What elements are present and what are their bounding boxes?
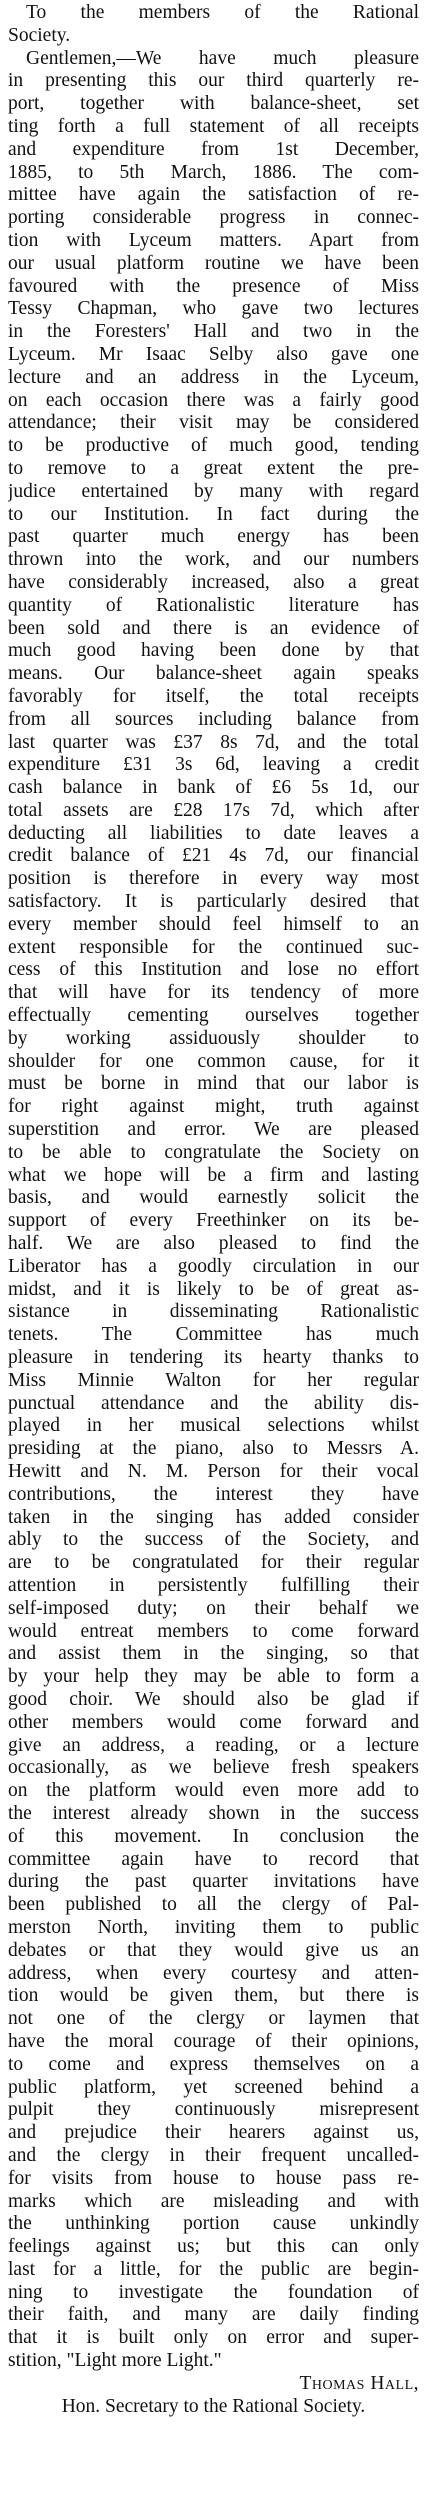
text-line: in presenting this our third quarterly re-	[8, 70, 419, 92]
text-line: committee again have to record that	[8, 1848, 419, 1870]
text-line: judice entertained by many with regard	[8, 480, 419, 502]
text-line: credit balance of £21 4s 7d, our financial	[8, 845, 419, 867]
text-line: that will have for its tendency of more	[8, 982, 419, 1004]
text-line: debates or that they would give us an	[8, 1939, 419, 1961]
text-line: every member should feel himself to an	[8, 913, 419, 935]
text-line: support of every Freethinker on its be-	[8, 1210, 419, 1232]
text-line: in the Foresters' Hall and two in the	[8, 321, 419, 343]
text-line: what we hope will be a firm and lasting	[8, 1164, 419, 1186]
text-line: address, when every courtesy and atten-	[8, 1962, 419, 1984]
text-line: have considerably increased, also a great	[8, 571, 419, 593]
text-line: occasionally, as we believe fresh speakers	[8, 1757, 419, 1779]
text-line: attendance; their visit may be considered	[8, 412, 419, 434]
text-line: on the platform would even more add to	[8, 1780, 419, 1802]
text-line: stition, "Light more Light."	[8, 2350, 222, 2372]
text-line: presiding at the piano, also to Messrs A.	[8, 1438, 419, 1460]
text-line: Tessy Chapman, who gave two lectures	[8, 298, 419, 320]
text-line: porting considerable progress in connec-	[8, 207, 419, 229]
text-line: effectually cementing ourselves together	[8, 1005, 419, 1027]
text-line: for right against might, truth against	[8, 1096, 419, 1118]
text-line: and expenditure from 1st December,	[8, 138, 419, 160]
text-line: to be able to congratulate the Society on	[8, 1141, 419, 1163]
text-line: been published to all the clergy of Pal-	[8, 1894, 419, 1916]
text-line: their faith, and many are daily finding	[8, 2304, 419, 2326]
text-line: public platform, yet screened behind a	[8, 2076, 419, 2098]
text-line: punctual attendance and the ability dis-	[8, 1392, 419, 1414]
text-line: past quarter much energy has been	[8, 526, 419, 548]
text-line: expenditure £31 3s 6d, leaving a credit	[8, 754, 419, 776]
text-line: cess of this Institution and lose no effort	[8, 959, 419, 981]
text-line: feelings against us; but this can only	[8, 2236, 419, 2258]
text-line: are to be congratulated for their regular	[8, 1552, 419, 1574]
text-line: Liberator has a goodly circulation in our	[8, 1255, 419, 1277]
text-line: ably to the success of the Society, and	[8, 1529, 419, 1551]
text-line: tion with Lyceum matters. Apart from	[8, 229, 419, 251]
text-line: quantity of Rationalistic literature has	[8, 594, 419, 616]
text-line: port, together with balance-sheet, set	[8, 93, 419, 115]
text-line: ting forth a full statement of all receipts	[8, 115, 419, 137]
text-line: for visits from house to house pass re-	[8, 2167, 419, 2189]
signature-name: Thomas Hall,	[299, 2372, 419, 2394]
text-line: would entreat members to come forward	[8, 1620, 419, 1642]
text-line: on each occasion there was a fairly good	[8, 389, 419, 411]
text-line: and the clergy in their frequent uncalled-	[8, 2144, 419, 2166]
text-line: by your help they may be able to form a	[8, 1666, 419, 1688]
text-line: mittee have again the satisfaction of re-	[8, 184, 419, 206]
text-line: to remove to a great extent the pre-	[8, 457, 419, 479]
text-line: means. Our balance-sheet again speaks	[8, 663, 419, 685]
signature-title: Hon. Secretary to the Rational Society.	[61, 2395, 366, 2417]
text-line: last for a little, for the public are begin-	[8, 2258, 419, 2280]
text-line: last quarter was £37 8s 7d, and the total	[8, 731, 419, 753]
letter-body	[8, 2, 419, 2373]
text-line: much good having been done by that	[8, 640, 419, 662]
text-line: Gentlemen,—We have much pleasure	[26, 47, 419, 69]
text-line: during the past quarter invitations have	[8, 1871, 419, 1893]
text-line: satisfactory. It is particularly desired that	[8, 891, 419, 913]
text-line: tion would be given them, but there is	[8, 1985, 419, 2007]
text-line: our usual platform routine we have been	[8, 252, 419, 274]
text-line: favoured with the presence of Miss	[8, 275, 419, 297]
text-line: tenets. The Committee has much	[8, 1324, 419, 1346]
text-line: To the members of the Rational	[26, 2, 419, 23]
text-line: that it is built only on error and super-	[8, 2327, 419, 2349]
text-line: deducting all liabilities to date leaves a	[8, 822, 419, 844]
text-line: basis, and would earnestly solicit the	[8, 1187, 419, 1209]
text-line: attention in persistently fulfilling their	[8, 1574, 419, 1596]
text-line: to be productive of much good, tending	[8, 435, 419, 457]
text-line: 1885, to 5th March, 1886. The com-	[8, 161, 419, 183]
text-line: lecture and an address in the Lyceum,	[8, 366, 419, 388]
text-line: pulpit they continuously misrepresent	[8, 2099, 419, 2121]
text-line: shoulder for one common cause, for it	[8, 1050, 419, 1072]
text-line: have the moral courage of their opinions,	[8, 2030, 419, 2052]
text-line: favorably for itself, the total receipts	[8, 685, 419, 707]
text-line: Hewitt and N. M. Person for their vocal	[8, 1461, 419, 1482]
text-line: sistance in disseminating Rationalistic	[8, 1301, 419, 1323]
text-line: contributions, the interest they have	[8, 1483, 419, 1505]
text-line: midst, and it is likely to be of great as-	[8, 1278, 419, 1300]
text-line: marks which are misleading and with	[8, 2190, 419, 2212]
text-line: and assist them in the singing, so that	[8, 1643, 419, 1665]
text-line: pleasure in tendering its hearty thanks to	[8, 1347, 419, 1369]
text-line: position is therefore in every way most	[8, 868, 419, 890]
text-line: thrown into the work, and our numbers	[8, 549, 419, 571]
text-line: taken in the singing has added consider	[8, 1506, 419, 1528]
text-line: other members would come forward and	[8, 1711, 419, 1733]
text-line: to our Institution. In fact during the	[8, 503, 419, 525]
text-line: played in her musical selections whilst	[8, 1415, 419, 1437]
text-line: and prejudice their hearers against us,	[8, 2122, 419, 2144]
text-line: merston North, inviting them to public	[8, 1916, 419, 1938]
text-line: the unthinking portion cause unkindly	[8, 2213, 419, 2235]
text-line: cash balance in bank of £6 5s 1d, our	[8, 777, 419, 799]
text-line: the interest already shown in the success	[8, 1802, 419, 1824]
text-line: by working assiduously shoulder to	[8, 1027, 419, 1049]
text-line: give an address, a reading, or a lecture	[8, 1734, 419, 1756]
text-line: Miss Minnie Walton for her regular	[8, 1369, 419, 1391]
text-line: extent responsible for the continued suc-	[8, 936, 419, 958]
text-line: been sold and there is an evidence of	[8, 617, 419, 639]
text-line: superstition and error. We are pleased	[8, 1119, 419, 1141]
text-line: Lyceum. Mr Isaac Selby also gave one	[8, 343, 419, 365]
text-line: self-imposed duty; on their behalf we	[8, 1597, 419, 1619]
text-line: good choir. We should also be glad if	[8, 1688, 419, 1710]
text-line: Society.	[8, 24, 71, 46]
text-line: ning to investigate the foundation of	[8, 2281, 419, 2303]
text-line: to come and express themselves on a	[8, 2053, 419, 2075]
text-line: of this movement. In conclusion the	[8, 1825, 419, 1847]
text-line: total assets are £28 17s 7d, which after	[8, 799, 419, 821]
text-line: from all sources including balance from	[8, 708, 419, 730]
text-line: not one of the clergy or laymen that	[8, 2008, 419, 2030]
text-line: must be borne in mind that our labor is	[8, 1073, 419, 1095]
text-line: half. We are also pleased to find the	[8, 1233, 419, 1255]
